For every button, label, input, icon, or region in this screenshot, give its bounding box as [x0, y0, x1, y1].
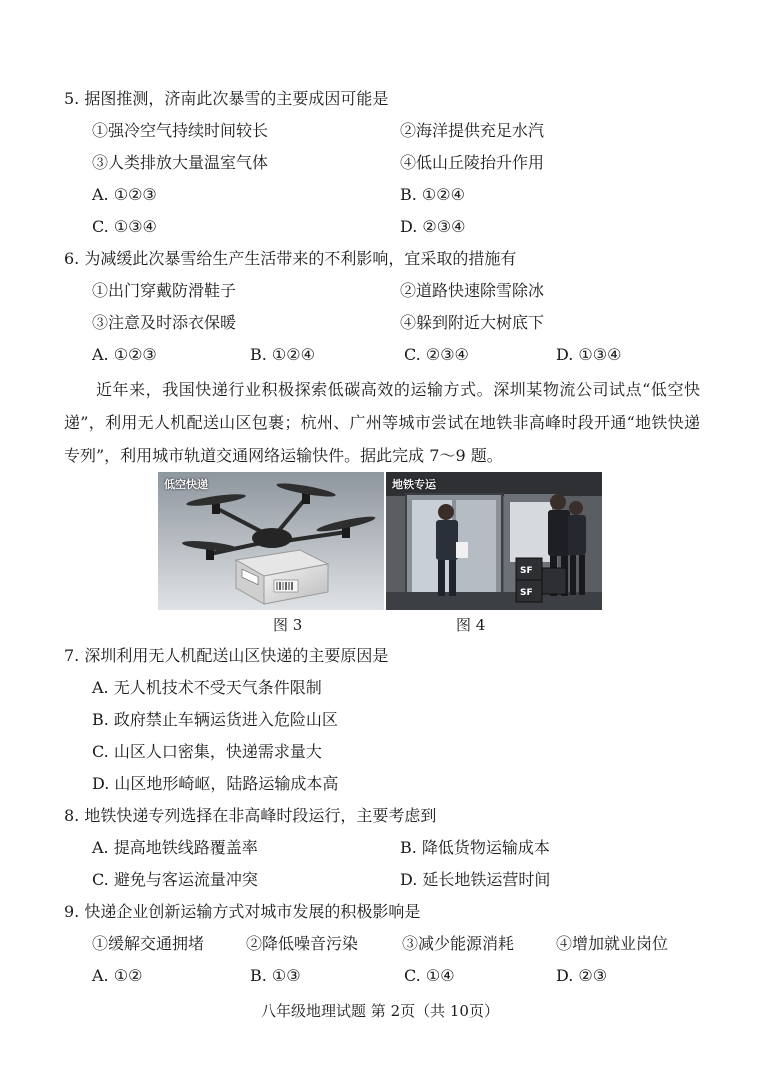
figure-4-tag: 地铁专运 [392, 478, 436, 491]
q5-item-4: ④低山丘陵抬升作用 [400, 153, 545, 172]
q9-choice-c: C. ①④ [404, 966, 455, 985]
figure-3-drone [158, 472, 384, 610]
q5-item-1: ①强冷空气持续时间较长 [92, 121, 269, 140]
q6-item-2: ②道路快速除雪除冰 [400, 281, 545, 300]
q5-choice-d: D. ②③④ [400, 217, 466, 236]
q6-stem: 6. 为减缓此次暴雪给生产生活带来的不利影响，宜采取的措施有 [64, 249, 517, 268]
q6-item-1: ①出门穿戴防滑鞋子 [92, 281, 237, 300]
q9-stem: 9. 快递企业创新运输方式对城市发展的积极影响是 [64, 902, 421, 921]
q5-choice-a: A. ①②③ [92, 185, 157, 204]
q9-choice-b: B. ①③ [250, 966, 301, 985]
q9-item-1: ①缓解交通拥堵 [92, 934, 205, 953]
drone-illustration [158, 472, 384, 610]
q8-choice-d: D. 延长地铁运营时间 [400, 870, 551, 889]
q9-choice-a: A. ①② [92, 966, 143, 985]
q8-choice-b: B. 降低货物运输成本 [400, 838, 550, 857]
reading-passage: 近年来，我国快递行业积极探索低碳高效的运输方式。深圳某物流公司试点“低空快递”，利用无人机配送山区包裹；杭州、广州等城市尝试在地铁非高峰时段开通“地铁快递专列”，利用城市轨道交通网络运输快件。据此完成 7～9 题。 [64, 380, 700, 465]
q7-choice-c: C. 山区人口密集，快递需求量大 [92, 742, 322, 761]
figure-row [158, 472, 602, 610]
page-footer: 八年级地理试题 第 2页（共 10页） [261, 1002, 499, 1020]
figure-4-subway [386, 472, 602, 610]
q6-choice-c: C. ②③④ [404, 345, 469, 364]
q6-item-3: ③注意及时添衣保暖 [92, 313, 237, 332]
q7-choice-b: B. 政府禁止车辆运货进入危险山区 [92, 710, 338, 729]
q7-choice-d: D. 山区地形崎岖，陆路运输成本高 [92, 774, 339, 793]
q9-item-3: ③减少能源消耗 [402, 934, 515, 953]
q5-choice-b: B. ①②④ [400, 185, 465, 204]
parcel-label-2: SF [520, 588, 533, 598]
figure-3-caption: 图 3 [273, 616, 303, 634]
q6-choice-b: B. ①②④ [250, 345, 315, 364]
q7-stem: 7. 深圳利用无人机配送山区快递的主要原因是 [64, 646, 389, 665]
q5-stem: 5. 据图推测，济南此次暴雪的主要成因可能是 [64, 89, 389, 108]
figure-4-caption: 图 4 [456, 616, 486, 634]
q8-choice-a: A. 提高地铁线路覆盖率 [92, 838, 258, 857]
q9-choice-d: D. ②③ [556, 966, 608, 985]
q8-stem: 8. 地铁快递专列选择在非高峰时段运行，主要考虑到 [64, 806, 437, 825]
q9-item-2: ②降低噪音污染 [246, 934, 359, 953]
q8-choice-c: C. 避免与客运流量冲突 [92, 870, 258, 889]
q5-item-3: ③人类排放大量温室气体 [92, 153, 269, 172]
q5-choice-c: C. ①③④ [92, 217, 157, 236]
q6-choice-d: D. ①③④ [556, 345, 622, 364]
q9-item-4: ④增加就业岗位 [556, 934, 669, 953]
subway-photo-illustration [386, 472, 602, 610]
q6-item-4: ④躲到附近大树底下 [400, 313, 545, 332]
q5-item-2: ②海洋提供充足水汽 [400, 121, 545, 140]
parcel-label-1: SF [520, 566, 533, 576]
q6-choice-a: A. ①②③ [92, 345, 157, 364]
figure-3-tag: 低空快递 [164, 478, 208, 491]
q7-choice-a: A. 无人机技术不受天气条件限制 [92, 678, 322, 697]
